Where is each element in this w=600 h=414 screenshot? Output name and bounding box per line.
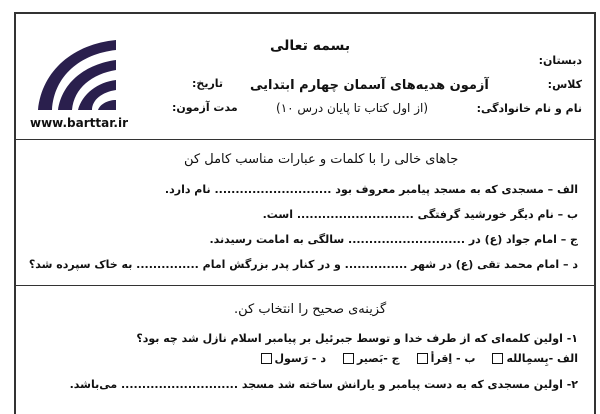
option-dal-label: د - رَسول xyxy=(274,352,326,365)
option-alef-label: الف -بِسمِالله xyxy=(506,352,578,365)
question-1: ۱- اولین کلمه‌ای که از طرف خدا و توسط جبرئیل بر پیامبر اسلام نازل شد چه بود؟ xyxy=(136,332,578,345)
website-url: www.barttar.ir xyxy=(30,116,129,130)
section2-title: گزینه‌ی صحیح را انتخاب کن. xyxy=(234,302,387,317)
class-label: کلاس: xyxy=(547,78,582,91)
option-be-checkbox[interactable] xyxy=(417,353,428,364)
fill-item-be: ب – نام دیگر خورشید گرفتگی ............................ است. xyxy=(262,208,578,221)
exam-title: آزمون هدیه‌های آسمان چهارم ابتدایی xyxy=(250,78,489,93)
option-jim[interactable] xyxy=(340,352,400,365)
option-jim-checkbox[interactable] xyxy=(343,353,354,364)
header-divider xyxy=(14,139,596,140)
duration-label: مدت آزمون: xyxy=(172,101,238,114)
fill-item-jim: ج – امام جواد (ع) در ............................ سالگی به امامت رسیدند. xyxy=(209,233,578,246)
option-dal[interactable] xyxy=(258,352,326,365)
date-label: تاریخ: xyxy=(192,77,224,90)
fill-item-alef: الف – مسجدی که به مسجد پیامبر معروف بود ............................ نام دارد. xyxy=(164,183,578,196)
student-name-label: نام و نام خانوادگی: xyxy=(476,102,582,115)
option-be[interactable] xyxy=(414,352,476,365)
question-1-options xyxy=(258,352,579,365)
option-jim-label: ج -بَصیر xyxy=(356,352,400,365)
option-alef-checkbox[interactable] xyxy=(492,353,503,364)
school-label: دبستان: xyxy=(538,54,582,67)
section1-title: جاهای خالی را با کلمات و عبارات مناسب کامل کن xyxy=(184,152,459,167)
bismillah-heading: بسمه تعالی xyxy=(270,38,351,54)
question-2: ۲- اولین مسجدی که به دست پیامبر و یارانش ساخته شد مسجد ............................ می‌باشد. xyxy=(69,378,578,391)
option-dal-checkbox[interactable] xyxy=(261,353,272,364)
option-alef[interactable] xyxy=(489,352,578,365)
option-be-label: ب - اِقرأ xyxy=(430,352,476,365)
fill-item-dal: د – امام محمد تقی (ع) در شهر ............... و در کنار پدر بزرگش امام ............... به خاک سپرده شد؟ xyxy=(28,258,578,271)
exam-scope: (از اول کتاب تا پایان درس ۱۰) xyxy=(276,101,428,115)
barttar-logo-icon xyxy=(34,30,118,112)
section-divider xyxy=(14,285,596,286)
